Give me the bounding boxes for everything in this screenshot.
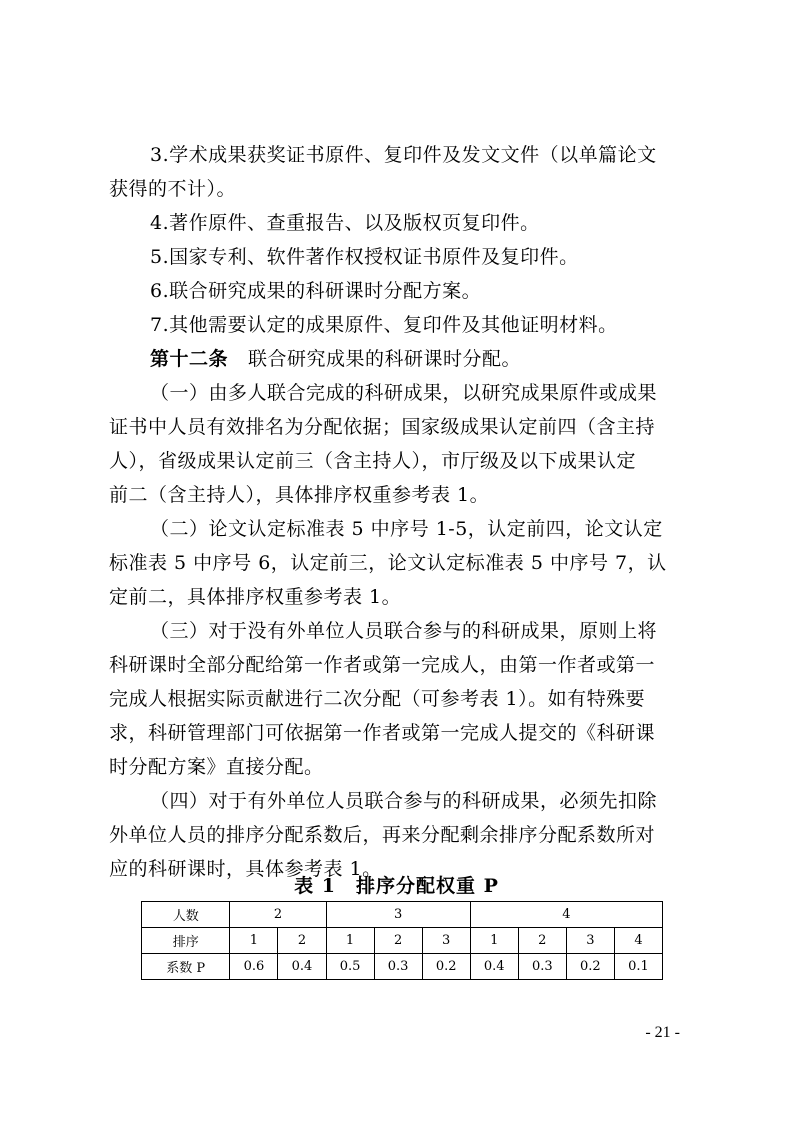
list-item-continuation: 获得的不计）。 [109, 178, 237, 200]
body-line: （三）对于没有外单位人员联合参与的科研成果，原则上将 [150, 620, 658, 642]
article-number: 第十二条 [150, 348, 229, 370]
table-title: 表 1 排序分配权重 P [294, 875, 499, 897]
rank-cell: 2 [518, 928, 566, 954]
row-label: 系数 P [142, 954, 230, 980]
coefficient-cell: 0.2 [422, 954, 470, 980]
row-label: 排序 [142, 928, 230, 954]
group-cell: 3 [326, 902, 470, 928]
table-row [142, 902, 663, 928]
body-line: （二）论文认定标准表 5 中序号 1-5，认定前四，论文认定 [150, 518, 663, 540]
coefficient-cell: 0.3 [518, 954, 566, 980]
row-label: 人数 [142, 902, 230, 928]
rank-cell: 2 [374, 928, 422, 954]
coefficient-cell: 0.6 [230, 954, 278, 980]
list-item: 7.其他需要认定的成果原件、复印件及其他证明材料。 [150, 314, 618, 336]
page-number: - 21 - [645, 1024, 680, 1041]
body-line: （一）由多人联合完成的科研成果，以研究成果原件或成果 [150, 382, 658, 404]
body-line: 人），省级成果认定前三（含主持人），市厅级及以下成果认定 [109, 450, 637, 472]
body-line: （四）对于有外单位人员联合参与的科研成果，必须先扣除 [150, 790, 658, 812]
rank-cell: 2 [278, 928, 326, 954]
rank-cell: 3 [422, 928, 470, 954]
table-row [142, 954, 663, 980]
rank-cell: 4 [614, 928, 662, 954]
body-line: 证书中人员有效排名为分配依据；国家级成果认定前四（含主持 [109, 416, 656, 438]
body-line: 前二（含主持人），具体排序权重参考表 1。 [109, 484, 490, 506]
coefficient-cell: 0.1 [614, 954, 662, 980]
list-item: 3.学术成果获奖证书原件、复印件及发文文件（以单篇论文 [150, 144, 657, 166]
list-item: 4.著作原件、查重报告、以及版权页复印件。 [150, 212, 540, 234]
body-line: 外单位人员的排序分配系数后，再来分配剩余排序分配系数所对 [109, 824, 656, 846]
body-line: 科研课时全部分配给第一作者或第一完成人，由第一作者或第一 [109, 654, 656, 676]
coefficient-cell: 0.4 [278, 954, 326, 980]
body-line: 定前二，具体排序权重参考表 1。 [109, 586, 402, 608]
table-row [142, 928, 663, 954]
list-item: 6.联合研究成果的科研课时分配方案。 [150, 280, 482, 302]
coefficient-cell: 0.5 [326, 954, 374, 980]
body-line: 应的科研课时，具体参考表 1。 [109, 858, 382, 880]
body-line: 完成人根据实际贡献进行二次分配（可参考表 1）。如有特殊要 [109, 688, 646, 710]
rank-cell: 1 [230, 928, 278, 954]
weights-table [141, 901, 663, 980]
group-cell: 2 [230, 902, 326, 928]
coefficient-cell: 0.2 [566, 954, 614, 980]
body-line: 标准表 5 中序号 6，认定前三，论文认定标准表 5 中序号 7，认 [109, 552, 667, 574]
article-title: 联合研究成果的科研课时分配。 [248, 348, 522, 370]
group-cell: 4 [470, 902, 662, 928]
rank-cell: 1 [470, 928, 518, 954]
article-heading-line [150, 347, 521, 371]
list-item: 5.国家专利、软件著作权授权证书原件及复印件。 [150, 246, 579, 268]
coefficient-cell: 0.3 [374, 954, 422, 980]
rank-cell: 3 [566, 928, 614, 954]
rank-cell: 1 [326, 928, 374, 954]
body-line: 时分配方案》直接分配。 [109, 756, 324, 778]
coefficient-cell: 0.4 [470, 954, 518, 980]
body-line: 求，科研管理部门可依据第一作者或第一完成人提交的《科研课 [109, 722, 656, 744]
